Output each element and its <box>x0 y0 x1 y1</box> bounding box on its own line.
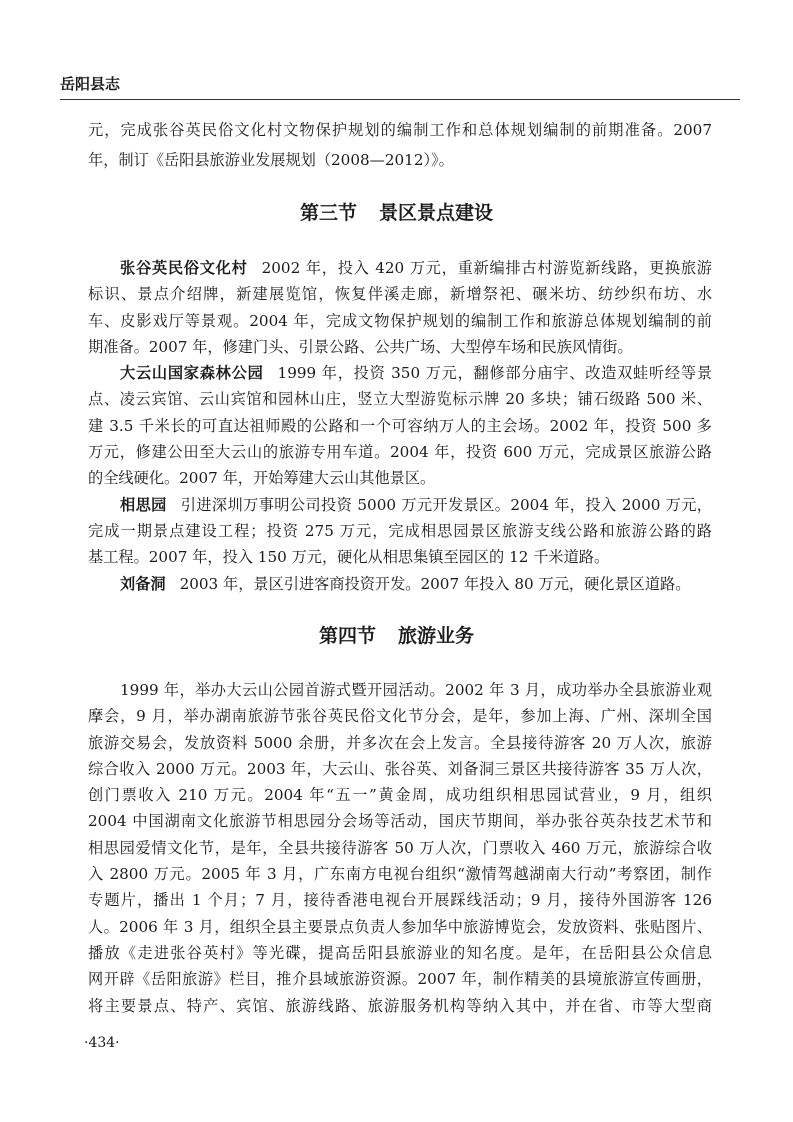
text-line <box>88 861 712 887</box>
line-text: 车、皮影戏厅等景观。2004 年，完成文物保护规划的编制工作和旅游总体规划编制的前 <box>88 311 712 330</box>
line-text: 旅游交易会，发放资料 5000 余册，并多次在会上发言。全县接待游客 20 万人次，旅游 <box>88 733 712 752</box>
line-text: 网开辟《岳阳旅游》栏目，推介县域旅游资源。2007 年，制作精美的县境旅游宣传画册， <box>88 970 712 989</box>
line-text: 元，完成张谷英民俗文化村文物保护规划的编制工作和总体规划编制的前期准备。2007 <box>88 121 712 139</box>
line-text: 2004 中国湖南文化旅游节相思园分会场等活动，国庆节期间，举办张谷英杂技艺术节和 <box>88 812 712 831</box>
line-text: 播放《走进张谷英村》等光碟，提高岳阳县旅游业的知名度。是年，在岳阳县公众信息 <box>88 943 712 962</box>
text-line <box>88 360 712 386</box>
text-line <box>88 145 712 175</box>
text-line <box>88 334 712 360</box>
running-head: 岳阳县志 <box>60 75 121 93</box>
text-line <box>88 914 712 940</box>
text-line <box>88 281 712 307</box>
intro-paragraph <box>88 115 712 175</box>
line-text: 创门票收入 210 万元。2004 年“五一”黄金周，成功组织相思园试营业，9 月，组织 <box>88 786 712 805</box>
text-line <box>88 518 712 544</box>
text-line <box>88 308 712 334</box>
line-text: 完成一期景点建设工程；投资 275 万元，完成相思园景区旅游支线公路和旅游公路的路 <box>88 521 712 540</box>
text-line <box>88 439 712 465</box>
line-text: 入 2800 万元。2005 年 3 月，广东南方电视台组织“激情驾越湖南大行动”考察团，制作 <box>88 865 712 884</box>
header-rule <box>60 99 740 100</box>
text-line <box>88 993 712 1019</box>
line-text: 万元，修建公田至大云山的旅游专用车道。2004 年，投资 600 万元，完成景区旅游公路 <box>88 443 712 462</box>
section4-body <box>88 677 712 1019</box>
line-text: 建 3.5 千米长的可直达祖师殿的公路和一个可容纳万人的主会场。2002 年，投资 500 多 <box>88 416 712 435</box>
text-line <box>88 413 712 439</box>
text-line <box>88 677 712 703</box>
text-line <box>88 887 712 913</box>
line-text: 2002 年，投入 420 万元，重新编排古村游览新线路，更换旅游 <box>261 259 712 277</box>
text-line <box>88 115 712 145</box>
line-text: 摩会，9 月，举办湖南旅游节张谷英民俗文化节分会，是年，参加上海、广州、深圳全国 <box>88 707 712 726</box>
text-line <box>88 386 712 412</box>
line-text: 人。2006 年 3 月，组织全县主要景点负责人参加华中旅游博览会，发放资料、张贴图片、 <box>88 917 712 936</box>
section4-heading <box>0 625 793 647</box>
section3-number: 第三节 <box>299 202 357 224</box>
line-text: 将主要景点、特产、宾馆、旅游线路、旅游服务机构等纳入其中，并在省、市等大型商 <box>88 996 712 1015</box>
section3-title: 景区景点建设 <box>379 202 494 224</box>
entry-label: 相思园 <box>120 495 167 514</box>
line-text: 相思园爱情文化节，是年，全县共接待游客 50 万人次，门票收入 460 万元，旅游综合收 <box>88 838 712 857</box>
line-text: 综合收入 2000 万元。2003 年，大云山、张谷英、刘备洞三景区共接待游客 35 万人次， <box>88 759 712 778</box>
line-text: 引进深圳万事明公司投资 5000 万元开发景区。2004 年，投入 2000 万元， <box>180 495 712 514</box>
section4-number: 第四节 <box>318 625 376 647</box>
text-line <box>88 808 712 834</box>
section3-body <box>88 255 712 597</box>
line-text: 1999 年，投资 350 万元，翻修部分庙宇、改造双蛙听经等景 <box>277 364 713 383</box>
entry-label: 刘备洞 <box>120 574 166 593</box>
text-line <box>88 544 712 570</box>
entry-label: 张谷英民俗文化村 <box>120 259 248 277</box>
text-line <box>88 756 712 782</box>
text-line <box>88 940 712 966</box>
line-text: 期准备。2007 年，修建门头、引景公路、公共广场、大型停车场和民族风情街。 <box>88 337 633 356</box>
text-line <box>88 835 712 861</box>
line-text: 专题片，播出 1 个月；7 月，接待香港电视台开展踩线活动；9 月，接待外国游客 126 <box>88 891 712 910</box>
text-line <box>88 492 712 518</box>
text-line <box>88 782 712 808</box>
line-text: 2003 年，景区引进客商投资开发。2007 年投入 80 万元，硬化景区道路。 <box>179 574 691 593</box>
text-line <box>88 730 712 756</box>
line-text: 的全线硬化。2007 年，开始筹建大云山其他景区。 <box>88 469 436 488</box>
entry-label: 大云山国家森林公园 <box>120 364 264 383</box>
line-text: 标识、景点介绍牌，新建展览馆，恢复伴溪走廊，新增祭祀、碾米坊、纺纱织布坊、水 <box>88 285 712 304</box>
line-text: 年，制订《岳阳县旅游业发展规划（2008—2012）》。 <box>88 151 454 169</box>
line-text: 1999 年，举办大云山公园首游式暨开园活动。2002 年 3 月，成功举办全县旅游业观 <box>120 681 712 699</box>
section3-heading <box>0 202 793 224</box>
line-text: 点、凌云宾馆、云山宾馆和园林山庄，竖立大型游览标示牌 20 多块；铺石级路 500 米、 <box>88 390 712 409</box>
section4-title: 旅游业务 <box>398 625 475 647</box>
text-line <box>88 571 712 597</box>
page-number: ·434· <box>84 1035 120 1051</box>
text-line <box>88 465 712 491</box>
text-line <box>88 255 712 281</box>
text-line <box>88 703 712 729</box>
text-line <box>88 966 712 992</box>
line-text: 基工程。2007 年，投入 150 万元，硬化从相思集镇至园区的 12 千米道路。 <box>88 548 610 567</box>
